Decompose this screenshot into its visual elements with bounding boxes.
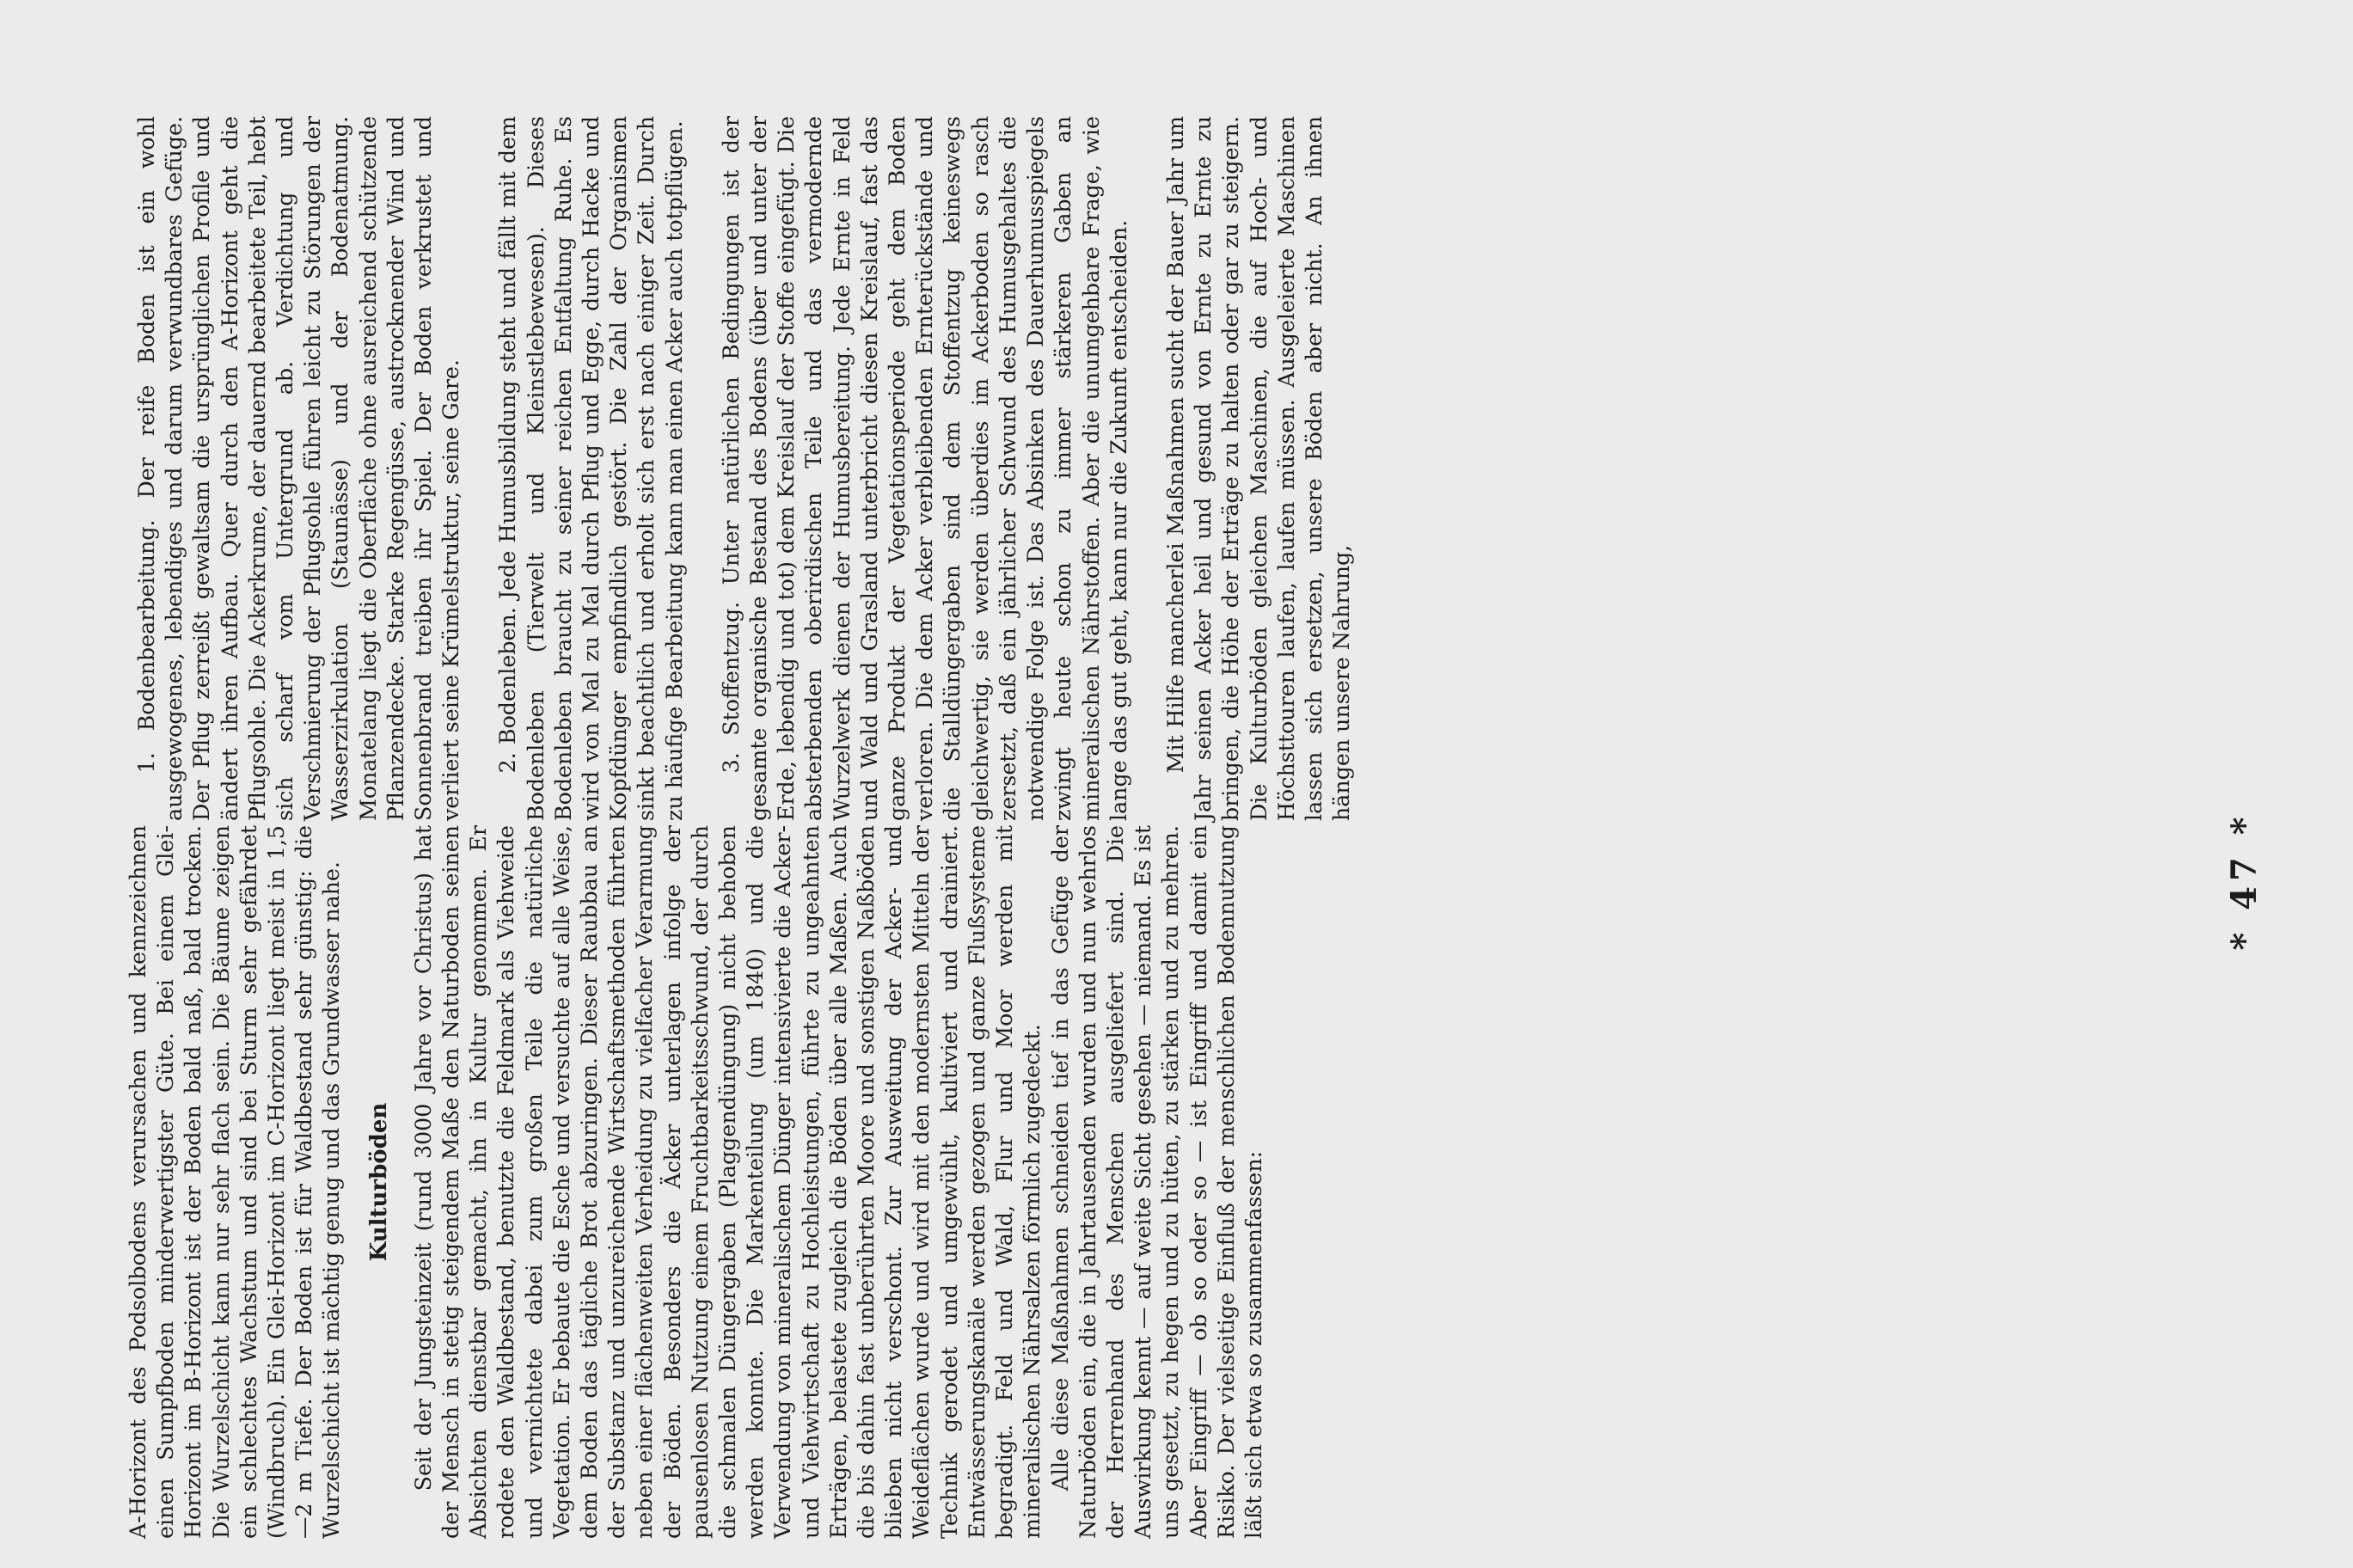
- list-item-stoffentzug: 3. Stoffentzug. Unter natürlichen Bedingungen ist der gesamte organische Bestand des Bodens (über und unter der Erde, lebendig und tot) dem Kreislauf der Stoffe eingefügt. Die absterbenden oberirdischen Teile und das vermodernde Wurzelwerk dienen der Humusbereitung. Jede Ernte in Feld und Wald und Grasland unterbricht diesen Kreislauf, fast das ganze Produkt der Vegetationsperiode geht dem Boden verloren. Die dem Acker verbleibenden Ernterückstände und die Stalldüngergaben sind dem Stoffentzug keineswegs gleichwertig, sie werden überdies im Ackerboden so rasch zersetzt, daß ein jährlicher Schwund des Humusgehaltes die notwendige Folge ist. Das Absinken des Dauerhumusspiegels zwingt heute schon zu immer stärkeren Gaben an mineralischen Nährstoffen. Aber die unumgehbare Frage, wie lange das gut geht, kann nur die Zukunft entscheiden.: [718, 116, 1131, 821]
- body-paragraph: Mit Hilfe mancherlei Maßnahmen sucht der Bauer Jahr um Jahr seinen Acker heil und gesund von Ernte zu Ernte zu bringen, die Höhe der Erträge zu halten oder gar zu steigern. Die Kulturböden gleichen Maschinen, die auf Hoch- und Höchsttouren laufen, laufen müssen. Ausgeleierte Maschinen lassen sich ersetzen, unsere Böden aber nicht. An ihnen hängen unsere Nahrung,: [1162, 116, 1355, 821]
- section-heading: Kulturböden: [365, 1102, 392, 1262]
- left-column: [125, 825, 1266, 1539]
- body-paragraph: Seit der Jungsteinzeit (rund 3000 Jahre vor Christus) hat der Mensch in stetig steigendem Maße den Naturboden seinen Absichten dienstbar gemacht, ihn in Kultur genommen. Er rodete den Waldbestand, benutzte die Feldmark als Viehweide und vernichtete dabei zum großen Teile die natürliche Vegetation. Er bebaute die Esche und versuchte auf alle Weise, dem Boden das tägliche Brot abzuringen. Dieser Raubbau an der Substanz und unzureichende Wirtschaftsmethoden führten neben einer flächenweiten Verheidung zu vielfacher Verarmung der Böden. Besonders die Äcker unterlagen infolge der pausenlosen Nutzung einem Fruchtbarkeitsschwund, der durch die schmalen Düngergaben (Plaggendüngung) nicht behoben werden konnte. Die Markenteilung (um 1840) und die Verwendung von mineralischem Dünger intensivierte die Acker- und Viehwirtschaft zu Hochleistungen, führte zu ungeahnten Erträgen, belastete zugleich die Böden über alle Maßen. Auch die bis dahin fast unberührten Moore und sonstigen Naßböden blieben nicht verschont. Zur Ausweitung der Acker- und Weideflächen wurde und wird mit den modernsten Mitteln der Technik gerodet und umgewühlt, kultiviert und drainiert. Entwässerungskanäle werden gezogen und ganze Flußsysteme begradigt. Feld und Wald, Flur und Moor werden mit mineralischen Nährsalzen förmlich zugedeckt.: [410, 825, 1045, 1539]
- page-number: * 47 *: [2223, 812, 2264, 951]
- right-column: [133, 116, 1857, 821]
- list-item-bodenleben: 2. Bodenleben. Jede Humusbildung steht und fällt mit dem Bodenleben (Tierwelt und Kleinstlebewesen). Dieses Bodenleben braucht zu seiner reichen Entfaltung Ruhe. Es wird von Mal zu Mal durch Pflug und Egge, durch Hacke und Kopfdünger empfindlich gestört. Die Zahl der Organismen sinkt beachtlich und erholt sich erst nach einiger Zeit. Durch zu häufige Bearbeitung kann man einen Acker auch totpflügen.: [495, 116, 687, 821]
- list-item-bodenbearbeitung: 1. Bodenbearbeitung. Der reife Boden ist ein wohl ausgewogenes, lebendiges und darum verwundbares Gefüge. Der Pflug zerreißt gewaltsam die ursprünglichen Profile und ändert ihren Aufbau. Quer durch den A-Horizont geht die Pflugsohle. Die Ackerkrume, der dauernd bearbeitete Teil, hebt sich scharf vom Untergrund ab. Verdichtung und Verschmierung der Pflugsohle führen leicht zu Störungen der Wasserzirkulation (Staunässe) und der Bodenatmung. Monatelang liegt die Oberfläche ohne ausreichend schützende Pflanzendecke. Starke Regengüsse, austrocknender Wind und Sonnenbrand treiben ihr Spiel. Der Boden verkrustet und verliert seine Krümelstruktur, seine Gare.: [134, 116, 464, 821]
- intro-paragraph: A-Horizont des Podsolbodens verursachen und kennzeichnen einen Sumpfboden minderwertigster Güte. Bei einem Glei-Horizont im B-Horizont ist der Boden bald naß, bald trocken. Die Wurzelschicht kann nur sehr flach sein. Die Bäume zeigen ein schlechtes Wachstum und sind bei Sturm sehr gefährdet (Windbruch). Ein Glei-Horizont im C-Horizont liegt meist in 1,5—2 m Tiefe. Der Boden ist für Waldbestand sehr günstig: die Wurzelschicht ist mächtig genug und das Grundwasser nahe.: [126, 825, 345, 1539]
- body-paragraph: Alle diese Maßnahmen schneiden tief in das Gefüge der Naturböden ein, die in Jahrtausenden wurden und nun wehrlos der Herrenhand des Menschen ausgeliefert sind. Die Auswirkung kennt — auf weite Sicht gesehen — niemand. Es ist uns gesetzt, zu hegen und zu hüten, zu stärken und zu mehren. Aber Eingriff — ob so oder so — ist Eingriff und damit ein Risiko. Der vielseitige Einfluß der menschlichen Bodennutzung läßt sich etwa so zusammenfassen:: [1047, 825, 1266, 1539]
